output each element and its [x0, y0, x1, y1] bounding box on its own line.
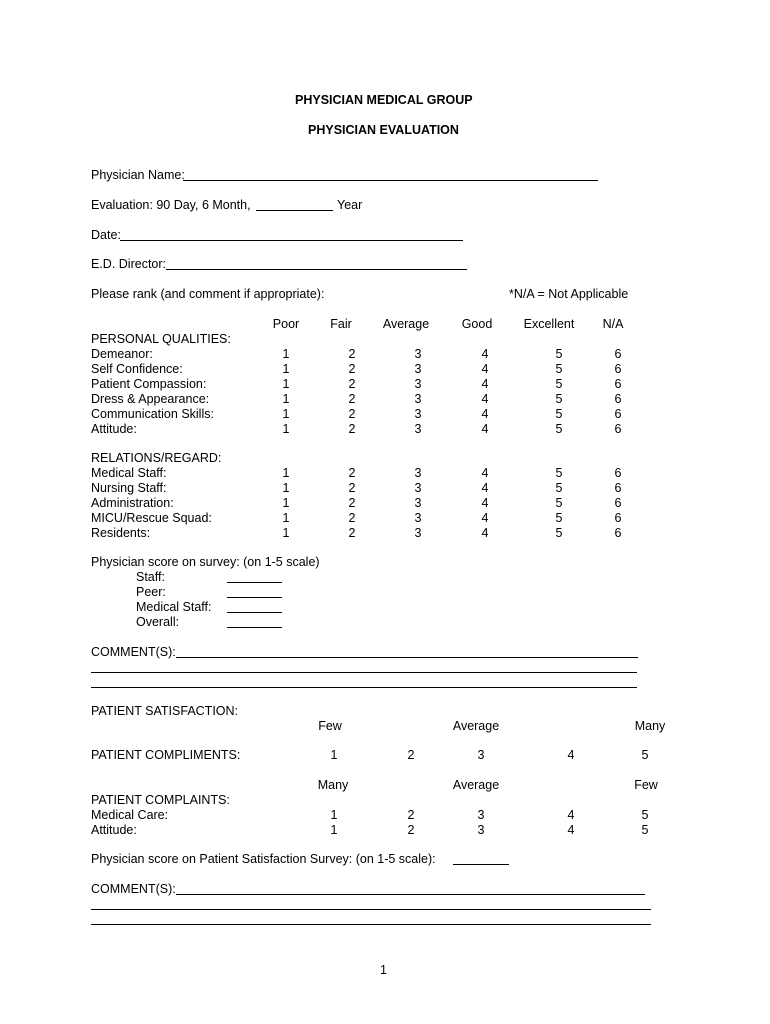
comments-label-1: COMMENT(S):: [91, 645, 176, 659]
personal-item-rating: 6: [614, 422, 622, 436]
satisfaction-score-field[interactable]: [453, 864, 509, 865]
evaluation-year-field[interactable]: [256, 210, 333, 211]
relations-item-rating: 5: [555, 511, 563, 525]
personal-item-rating: 3: [414, 377, 422, 391]
complaint-rating: 3: [477, 808, 485, 822]
relations-item-rating: 1: [282, 526, 290, 540]
rank-instruction: Please rank (and comment if appropriate):: [91, 287, 325, 301]
personal-item-rating: 6: [614, 362, 622, 376]
compliments-rating: 2: [407, 748, 415, 762]
evaluation-year-label: Year: [337, 198, 363, 212]
relations-item-rating: 4: [481, 526, 489, 540]
survey-score-field[interactable]: [227, 612, 282, 613]
personal-item-rating: 3: [414, 347, 422, 361]
date-label: Date:: [91, 228, 121, 242]
relations-item-rating: 6: [614, 511, 622, 525]
relations-item-label: Administration:: [91, 496, 174, 510]
personal-item-rating: 6: [614, 347, 622, 361]
comments-line-1b[interactable]: [91, 672, 637, 673]
relations-item-rating: 2: [348, 511, 356, 525]
survey-score-field[interactable]: [227, 627, 282, 628]
personal-item-rating: 2: [348, 362, 356, 376]
relations-item-rating: 1: [282, 466, 290, 480]
personal-item-label: Attitude:: [91, 422, 137, 436]
compliments-rating: 5: [641, 748, 649, 762]
personal-item-rating: 2: [348, 377, 356, 391]
complaint-item-label: Attitude:: [91, 823, 137, 837]
relations-item-rating: 6: [614, 481, 622, 495]
personal-item-rating: 1: [282, 377, 290, 391]
personal-item-rating: 1: [282, 407, 290, 421]
compliments-rating: 3: [477, 748, 485, 762]
personal-item-label: Dress & Appearance:: [91, 392, 210, 406]
col-na: N/A: [602, 317, 624, 331]
survey-score-field[interactable]: [227, 597, 282, 598]
personal-item-rating: 3: [414, 407, 422, 421]
personal-heading: PERSONAL QUALITIES:: [91, 332, 231, 346]
relations-item-rating: 5: [555, 466, 563, 480]
personal-item-rating: 1: [282, 422, 290, 436]
personal-item-rating: 5: [555, 347, 563, 361]
scale-average-top: Average: [452, 719, 500, 733]
relations-item-rating: 1: [282, 511, 290, 525]
physician-name-label: Physician Name:: [91, 168, 185, 182]
relations-item-label: Residents:: [91, 526, 151, 540]
personal-item-rating: 6: [614, 392, 622, 406]
personal-item-rating: 5: [555, 407, 563, 421]
comments-line-2c[interactable]: [91, 924, 651, 925]
personal-item-rating: 3: [414, 422, 422, 436]
survey-heading: Physician score on survey: (on 1-5 scale): [91, 555, 320, 569]
org-title: PHYSICIAN MEDICAL GROUP: [295, 93, 473, 107]
personal-item-label: Communication Skills:: [91, 407, 214, 421]
survey-score-field[interactable]: [227, 582, 282, 583]
compliments-label: PATIENT COMPLIMENTS:: [91, 748, 241, 762]
relations-item-rating: 1: [282, 481, 290, 495]
personal-item-label: Self Confidence:: [91, 362, 183, 376]
relations-item-rating: 3: [414, 481, 422, 495]
relations-item-rating: 4: [481, 496, 489, 510]
complaint-rating: 2: [407, 808, 415, 822]
physician-name-field[interactable]: [183, 180, 598, 181]
complaint-rating: 1: [330, 808, 338, 822]
relations-item-rating: 4: [481, 511, 489, 525]
complaints-heading: PATIENT COMPLAINTS:: [91, 793, 230, 807]
personal-item-label: Patient Compassion:: [91, 377, 207, 391]
compliments-rating: 1: [330, 748, 338, 762]
relations-item-rating: 6: [614, 496, 622, 510]
relations-item-rating: 2: [348, 526, 356, 540]
personal-item-rating: 3: [414, 392, 422, 406]
relations-item-rating: 2: [348, 481, 356, 495]
complaint-item-label: Medical Care:: [91, 808, 169, 822]
evaluation-label: Evaluation: 90 Day, 6 Month,: [91, 198, 251, 212]
complaint-rating: 5: [641, 823, 649, 837]
personal-item-rating: 1: [282, 362, 290, 376]
ed-director-label: E.D. Director:: [91, 257, 167, 271]
page-number: 1: [380, 963, 387, 977]
ed-director-field[interactable]: [166, 269, 467, 270]
personal-item-rating: 2: [348, 392, 356, 406]
personal-item-rating: 6: [614, 377, 622, 391]
col-excellent: Excellent: [523, 317, 575, 331]
relations-item-rating: 4: [481, 481, 489, 495]
survey-item-label: Peer:: [136, 585, 166, 599]
personal-item-rating: 2: [348, 407, 356, 421]
date-field[interactable]: [120, 240, 463, 241]
comments-line-2b[interactable]: [91, 909, 651, 910]
comments-label-2: COMMENT(S):: [91, 882, 176, 896]
relations-item-rating: 2: [348, 496, 356, 510]
relations-item-rating: 5: [555, 481, 563, 495]
survey-item-label: Staff:: [136, 570, 165, 584]
personal-item-rating: 3: [414, 362, 422, 376]
relations-item-rating: 4: [481, 466, 489, 480]
relations-item-label: Nursing Staff:: [91, 481, 167, 495]
satisfaction-heading: PATIENT SATISFACTION:: [91, 704, 239, 718]
scale-many-top: Many: [634, 719, 666, 733]
compliments-rating: 4: [567, 748, 575, 762]
complaint-rating: 4: [567, 823, 575, 837]
relations-item-label: MICU/Rescue Squad:: [91, 511, 212, 525]
personal-item-rating: 4: [481, 422, 489, 436]
complaint-rating: 5: [641, 808, 649, 822]
col-poor: Poor: [272, 317, 300, 331]
scale-few-bottom: Few: [634, 778, 658, 792]
relations-item-rating: 3: [414, 526, 422, 540]
relations-item-rating: 2: [348, 466, 356, 480]
survey-item-label: Medical Staff:: [136, 600, 212, 614]
personal-item-rating: 4: [481, 377, 489, 391]
relations-heading: RELATIONS/REGARD:: [91, 451, 222, 465]
scale-average-bottom: Average: [452, 778, 500, 792]
personal-item-rating: 4: [481, 347, 489, 361]
personal-item-rating: 5: [555, 377, 563, 391]
satisfaction-score-label: Physician score on Patient Satisfaction Survey: (on 1-5 scale):: [91, 852, 436, 866]
personal-item-rating: 5: [555, 362, 563, 376]
comments-line-1a[interactable]: [176, 657, 638, 658]
personal-item-rating: 4: [481, 407, 489, 421]
personal-item-rating: 2: [348, 422, 356, 436]
personal-item-rating: 5: [555, 392, 563, 406]
relations-item-rating: 1: [282, 496, 290, 510]
comments-line-2a[interactable]: [176, 894, 645, 895]
relations-item-rating: 5: [555, 496, 563, 510]
personal-item-rating: 6: [614, 407, 622, 421]
complaint-rating: 2: [407, 823, 415, 837]
survey-item-label: Overall:: [136, 615, 180, 629]
complaint-rating: 1: [330, 823, 338, 837]
complaint-rating: 4: [567, 808, 575, 822]
col-fair: Fair: [330, 317, 352, 331]
personal-item-rating: 4: [481, 362, 489, 376]
relations-item-rating: 3: [414, 466, 422, 480]
personal-item-label: Demeanor:: [91, 347, 153, 361]
relations-item-label: Medical Staff:: [91, 466, 167, 480]
col-average: Average: [382, 317, 430, 331]
personal-item-rating: 5: [555, 422, 563, 436]
na-note: *N/A = Not Applicable: [509, 287, 629, 301]
personal-item-rating: 2: [348, 347, 356, 361]
complaint-rating: 3: [477, 823, 485, 837]
personal-item-rating: 1: [282, 347, 290, 361]
relations-item-rating: 3: [414, 511, 422, 525]
comments-line-1c[interactable]: [91, 687, 637, 688]
form-title: PHYSICIAN EVALUATION: [308, 123, 459, 137]
relations-item-rating: 5: [555, 526, 563, 540]
relations-item-rating: 3: [414, 496, 422, 510]
relations-item-rating: 6: [614, 526, 622, 540]
scale-many-bottom: Many: [317, 778, 349, 792]
personal-item-rating: 4: [481, 392, 489, 406]
personal-item-rating: 1: [282, 392, 290, 406]
scale-few-top: Few: [318, 719, 342, 733]
relations-item-rating: 6: [614, 466, 622, 480]
col-good: Good: [461, 317, 493, 331]
